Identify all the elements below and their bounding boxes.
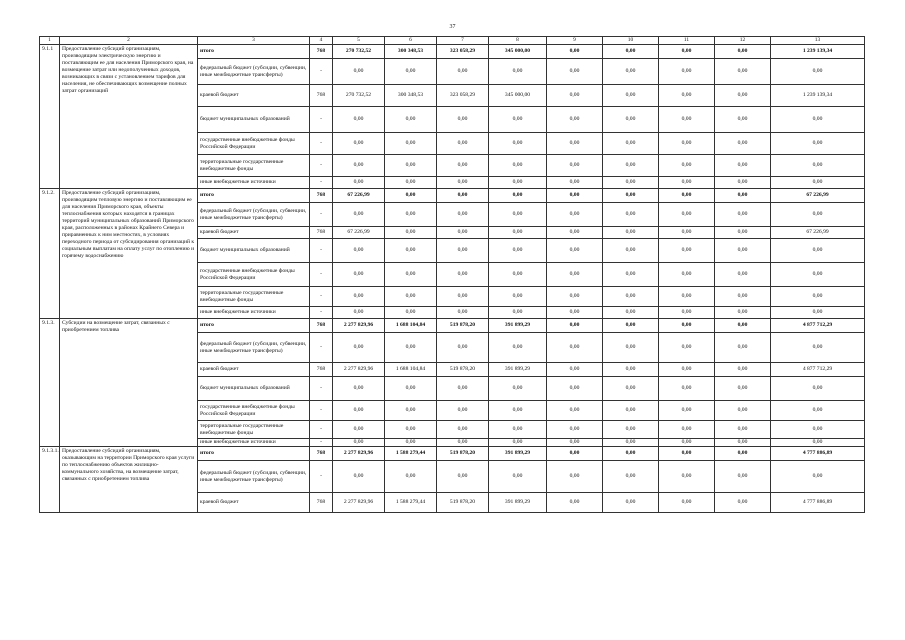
amount-cell: 0,00 — [333, 155, 385, 177]
amount-cell: 0,00 — [385, 189, 437, 203]
header-cell: 2 — [60, 37, 198, 45]
amount-cell: 0,00 — [715, 333, 771, 363]
amount-cell: 2 277 829,96 — [333, 319, 385, 333]
funding-source: итого — [198, 189, 310, 203]
amount-cell: 0,00 — [437, 177, 489, 189]
amount-cell: 0,00 — [333, 263, 385, 287]
funding-source: государственные внебюджетные фонды Российской Федерации — [198, 133, 310, 155]
amount-cell: 0,00 — [385, 203, 437, 227]
amount-cell: 0,00 — [333, 401, 385, 421]
amount-cell: 0,00 — [715, 177, 771, 189]
grbs-code: - — [310, 177, 333, 189]
amount-cell: 0,00 — [437, 107, 489, 133]
amount-cell: 0,00 — [659, 363, 715, 377]
amount-cell: 0,00 — [489, 155, 547, 177]
amount-cell: 0,00 — [659, 333, 715, 363]
amount-cell: 0,00 — [715, 363, 771, 377]
amount-cell: 0,00 — [333, 439, 385, 447]
amount-cell: 270 732,52 — [333, 45, 385, 59]
header-cell: 3 — [198, 37, 310, 45]
amount-cell: 0,00 — [771, 287, 865, 307]
amount-cell: 0,00 — [659, 239, 715, 263]
amount-cell: 0,00 — [385, 401, 437, 421]
amount-cell: 0,00 — [547, 155, 603, 177]
funding-source: государственные внебюджетные фонды Российской Федерации — [198, 263, 310, 287]
amount-cell: 0,00 — [659, 493, 715, 513]
amount-cell: 0,00 — [715, 239, 771, 263]
amount-cell: 0,00 — [659, 85, 715, 107]
amount-cell: 0,00 — [771, 133, 865, 155]
amount-cell: 0,00 — [603, 263, 659, 287]
grbs-code: - — [310, 263, 333, 287]
amount-cell: 0,00 — [715, 203, 771, 227]
amount-cell: 0,00 — [437, 421, 489, 439]
amount-cell: 0,00 — [659, 287, 715, 307]
amount-cell: 0,00 — [333, 333, 385, 363]
amount-cell: 0,00 — [771, 461, 865, 493]
amount-cell: 0,00 — [333, 107, 385, 133]
amount-cell: 0,00 — [437, 377, 489, 401]
amount-cell: 345 000,00 — [489, 45, 547, 59]
amount-cell: 0,00 — [715, 107, 771, 133]
amount-cell: 0,00 — [715, 85, 771, 107]
amount-cell: 0,00 — [437, 307, 489, 319]
table-row — [40, 447, 865, 461]
amount-cell: 0,00 — [603, 287, 659, 307]
amount-cell: 0,00 — [547, 239, 603, 263]
row-code: 9.1.3. — [40, 319, 60, 447]
amount-cell: 0,00 — [385, 59, 437, 85]
amount-cell: 300 348,53 — [385, 45, 437, 59]
amount-cell: 391 899,29 — [489, 363, 547, 377]
amount-cell: 0,00 — [547, 85, 603, 107]
amount-cell: 0,00 — [489, 263, 547, 287]
amount-cell: 0,00 — [771, 203, 865, 227]
amount-cell: 0,00 — [659, 319, 715, 333]
amount-cell: 0,00 — [771, 307, 865, 319]
row-code: 9.1.3.1. — [40, 447, 60, 513]
amount-cell: 0,00 — [547, 59, 603, 85]
header-cell: 1 — [40, 37, 60, 45]
amount-cell: 0,00 — [333, 461, 385, 493]
row-code: 9.1.1 — [40, 45, 60, 189]
amount-cell: 0,00 — [489, 239, 547, 263]
header-cell: 5 — [333, 37, 385, 45]
amount-cell: 0,00 — [489, 203, 547, 227]
amount-cell: 391 899,29 — [489, 493, 547, 513]
amount-cell: 0,00 — [659, 45, 715, 59]
amount-cell: 4 877 712,29 — [771, 363, 865, 377]
amount-cell: 0,00 — [715, 439, 771, 447]
grbs-code: 768 — [310, 227, 333, 239]
amount-cell: 519 878,20 — [437, 493, 489, 513]
amount-cell: 0,00 — [385, 155, 437, 177]
amount-cell: 0,00 — [437, 333, 489, 363]
grbs-code: - — [310, 377, 333, 401]
amount-cell: 0,00 — [385, 107, 437, 133]
amount-cell: 0,00 — [659, 155, 715, 177]
amount-cell: 0,00 — [547, 133, 603, 155]
amount-cell: 0,00 — [659, 421, 715, 439]
amount-cell: 0,00 — [437, 287, 489, 307]
amount-cell: 0,00 — [547, 189, 603, 203]
amount-cell: 0,00 — [333, 177, 385, 189]
funding-source: бюджет муниципальных образований — [198, 239, 310, 263]
amount-cell: 0,00 — [715, 447, 771, 461]
amount-cell: 0,00 — [385, 307, 437, 319]
funding-source: иные внебюджетные источники — [198, 307, 310, 319]
amount-cell: 519 878,20 — [437, 363, 489, 377]
measure-name: Предоставление субсидий организациям, производящим электрическую энергию и поставляющим ее для населения Приморского края, на возмещение затрат или недополученных доходов, возникающих в связи с установлением тарифов для населения, не обеспечивающих возмещение полных затрат организаций — [60, 45, 198, 189]
amount-cell: 0,00 — [547, 319, 603, 333]
amount-cell: 0,00 — [547, 263, 603, 287]
amount-cell: 0,00 — [333, 307, 385, 319]
amount-cell: 323 058,29 — [437, 45, 489, 59]
funding-source: иные внебюджетные источники — [198, 177, 310, 189]
amount-cell: 0,00 — [437, 227, 489, 239]
amount-cell: 0,00 — [437, 239, 489, 263]
amount-cell: 345 000,00 — [489, 85, 547, 107]
amount-cell: 0,00 — [603, 363, 659, 377]
amount-cell: 0,00 — [603, 189, 659, 203]
amount-cell: 0,00 — [385, 239, 437, 263]
amount-cell: 0,00 — [603, 377, 659, 401]
amount-cell: 0,00 — [715, 307, 771, 319]
grbs-code: - — [310, 439, 333, 447]
amount-cell: 323 058,29 — [437, 85, 489, 107]
grbs-code: - — [310, 239, 333, 263]
funding-source: иные внебюджетные источники — [198, 439, 310, 447]
grbs-code: 768 — [310, 85, 333, 107]
amount-cell: 0,00 — [385, 287, 437, 307]
amount-cell: 0,00 — [547, 447, 603, 461]
header-cell: 12 — [715, 37, 771, 45]
amount-cell: 0,00 — [437, 461, 489, 493]
funding-source: итого — [198, 45, 310, 59]
amount-cell: 0,00 — [547, 203, 603, 227]
amount-cell: 0,00 — [333, 133, 385, 155]
amount-cell: 0,00 — [437, 401, 489, 421]
amount-cell: 0,00 — [547, 461, 603, 493]
amount-cell: 0,00 — [771, 439, 865, 447]
grbs-code: - — [310, 133, 333, 155]
amount-cell: 0,00 — [603, 461, 659, 493]
amount-cell: 0,00 — [771, 239, 865, 263]
amount-cell: 4 877 712,29 — [771, 319, 865, 333]
header-cell: 6 — [385, 37, 437, 45]
amount-cell: 0,00 — [603, 401, 659, 421]
amount-cell: 0,00 — [547, 333, 603, 363]
amount-cell: 0,00 — [715, 45, 771, 59]
amount-cell: 0,00 — [333, 203, 385, 227]
amount-cell: 0,00 — [385, 133, 437, 155]
header-cell: 11 — [659, 37, 715, 45]
amount-cell: 519 878,20 — [437, 319, 489, 333]
budget-table — [39, 36, 865, 513]
amount-cell: 0,00 — [547, 45, 603, 59]
amount-cell: 1 688 104,84 — [385, 363, 437, 377]
amount-cell: 4 777 886,89 — [771, 493, 865, 513]
table-row — [40, 319, 865, 333]
funding-source: федеральный бюджет (субсидии, субвенции, иные межбюджетные трансферты) — [198, 203, 310, 227]
amount-cell: 0,00 — [547, 287, 603, 307]
amount-cell: 0,00 — [771, 177, 865, 189]
amount-cell: 0,00 — [603, 421, 659, 439]
funding-source: итого — [198, 447, 310, 461]
grbs-code: 768 — [310, 45, 333, 59]
header-cell: 9 — [547, 37, 603, 45]
amount-cell: 0,00 — [659, 59, 715, 85]
amount-cell: 1 588 279,44 — [385, 447, 437, 461]
amount-cell: 0,00 — [437, 439, 489, 447]
amount-cell: 0,00 — [489, 307, 547, 319]
amount-cell: 270 732,52 — [333, 85, 385, 107]
amount-cell: 1 688 104,84 — [385, 319, 437, 333]
funding-source: федеральный бюджет (субсидии, субвенции, иные межбюджетные трансферты) — [198, 59, 310, 85]
amount-cell: 0,00 — [771, 377, 865, 401]
amount-cell: 2 277 829,96 — [333, 363, 385, 377]
amount-cell: 0,00 — [385, 421, 437, 439]
amount-cell: 0,00 — [489, 377, 547, 401]
header-row — [40, 37, 865, 45]
funding-source: итого — [198, 319, 310, 333]
amount-cell: 0,00 — [333, 377, 385, 401]
table-body — [40, 37, 865, 513]
amount-cell: 0,00 — [715, 263, 771, 287]
amount-cell: 0,00 — [715, 421, 771, 439]
funding-source: федеральный бюджет (субсидии, субвенции, иные межбюджетные трансферты) — [198, 333, 310, 363]
grbs-code: - — [310, 421, 333, 439]
grbs-code: - — [310, 59, 333, 85]
amount-cell: 0,00 — [715, 287, 771, 307]
amount-cell: 0,00 — [771, 421, 865, 439]
amount-cell: 0,00 — [547, 307, 603, 319]
amount-cell: 0,00 — [771, 263, 865, 287]
amount-cell: 0,00 — [489, 461, 547, 493]
amount-cell: 0,00 — [659, 401, 715, 421]
amount-cell: 0,00 — [603, 85, 659, 107]
amount-cell: 0,00 — [489, 421, 547, 439]
amount-cell: 0,00 — [715, 155, 771, 177]
amount-cell: 0,00 — [547, 107, 603, 133]
amount-cell: 0,00 — [603, 203, 659, 227]
funding-source: бюджет муниципальных образований — [198, 377, 310, 401]
funding-source: краевой бюджет — [198, 227, 310, 239]
amount-cell: 0,00 — [659, 177, 715, 189]
amount-cell: 0,00 — [603, 307, 659, 319]
header-cell: 8 — [489, 37, 547, 45]
grbs-code: - — [310, 155, 333, 177]
amount-cell: 519 878,20 — [437, 447, 489, 461]
amount-cell: 0,00 — [603, 439, 659, 447]
amount-cell: 0,00 — [715, 461, 771, 493]
amount-cell: 1 239 139,34 — [771, 85, 865, 107]
grbs-code: - — [310, 287, 333, 307]
amount-cell: 0,00 — [437, 59, 489, 85]
amount-cell: 0,00 — [385, 263, 437, 287]
amount-cell: 0,00 — [603, 447, 659, 461]
grbs-code: - — [310, 107, 333, 133]
amount-cell: 300 348,53 — [385, 85, 437, 107]
amount-cell: 0,00 — [771, 107, 865, 133]
amount-cell: 0,00 — [603, 59, 659, 85]
amount-cell: 0,00 — [659, 263, 715, 287]
amount-cell: 0,00 — [437, 189, 489, 203]
amount-cell: 0,00 — [659, 203, 715, 227]
amount-cell: 0,00 — [603, 493, 659, 513]
amount-cell: 0,00 — [547, 401, 603, 421]
amount-cell: 0,00 — [437, 263, 489, 287]
amount-cell: 0,00 — [603, 227, 659, 239]
header-cell: 7 — [437, 37, 489, 45]
amount-cell: 0,00 — [489, 227, 547, 239]
amount-cell: 0,00 — [659, 133, 715, 155]
amount-cell: 0,00 — [715, 377, 771, 401]
amount-cell: 391 899,29 — [489, 319, 547, 333]
amount-cell: 0,00 — [659, 377, 715, 401]
amount-cell: 0,00 — [715, 227, 771, 239]
header-cell: 10 — [603, 37, 659, 45]
amount-cell: 0,00 — [547, 177, 603, 189]
amount-cell: 1 588 279,44 — [385, 493, 437, 513]
amount-cell: 0,00 — [771, 333, 865, 363]
amount-cell: 0,00 — [603, 107, 659, 133]
amount-cell: 0,00 — [385, 333, 437, 363]
amount-cell: 67 226,99 — [771, 227, 865, 239]
amount-cell: 0,00 — [437, 203, 489, 227]
amount-cell: 0,00 — [547, 363, 603, 377]
amount-cell: 0,00 — [715, 319, 771, 333]
amount-cell: 0,00 — [547, 493, 603, 513]
amount-cell: 0,00 — [659, 461, 715, 493]
amount-cell: 391 899,29 — [489, 447, 547, 461]
grbs-code: - — [310, 461, 333, 493]
amount-cell: 0,00 — [659, 189, 715, 203]
amount-cell: 0,00 — [715, 133, 771, 155]
funding-source: территориальные государственные внебюджетные фонды — [198, 155, 310, 177]
funding-source: краевой бюджет — [198, 493, 310, 513]
table-row — [40, 45, 865, 59]
funding-source: краевой бюджет — [198, 363, 310, 377]
amount-cell: 0,00 — [603, 45, 659, 59]
amount-cell: 0,00 — [771, 401, 865, 421]
measure-name: Предоставление субсидий организациям, оказывающим на территории Приморского края услуги по теплоснабжению объектов жилищно-коммунального хозяйства, на возмещение затрат, связанных с приобретением топлива — [60, 447, 198, 513]
amount-cell: 0,00 — [333, 239, 385, 263]
amount-cell: 0,00 — [489, 401, 547, 421]
amount-cell: 0,00 — [659, 107, 715, 133]
amount-cell: 2 277 829,96 — [333, 493, 385, 513]
grbs-code: 768 — [310, 319, 333, 333]
amount-cell: 0,00 — [489, 59, 547, 85]
grbs-code: - — [310, 401, 333, 421]
amount-cell: 0,00 — [547, 377, 603, 401]
page-number: 37 — [449, 24, 456, 30]
grbs-code: 768 — [310, 447, 333, 461]
amount-cell: 67 226,99 — [333, 189, 385, 203]
amount-cell: 0,00 — [603, 155, 659, 177]
amount-cell: 0,00 — [715, 401, 771, 421]
amount-cell: 0,00 — [603, 239, 659, 263]
funding-source: территориальные государственные внебюджетные фонды — [198, 421, 310, 439]
amount-cell: 0,00 — [547, 227, 603, 239]
header-cell: 13 — [771, 37, 865, 45]
funding-source: федеральный бюджет (субсидии, субвенции, иные межбюджетные трансферты) — [198, 461, 310, 493]
amount-cell: 4 777 886,89 — [771, 447, 865, 461]
table-row — [40, 189, 865, 203]
measure-name: Предоставление субсидий организациям, производящим тепловую энергию и поставляющим ее для населения Приморского края, объекты теплоснабжения которых находятся в границах территорий муниципальных образований Приморского края, расположенных в районах Крайнего Севера и приравненных к ним местностях, в условиях переходного периода от субсидирования организаций к социальным выплатам на оплату услуг по отоплению и горячему водоснабжению — [60, 189, 198, 319]
funding-source: государственные внебюджетные фонды Российской Федерации — [198, 401, 310, 421]
amount-cell: 0,00 — [547, 421, 603, 439]
amount-cell: 0,00 — [489, 439, 547, 447]
funding-source: территориальные государственные внебюджетные фонды — [198, 287, 310, 307]
amount-cell: 0,00 — [333, 287, 385, 307]
amount-cell: 0,00 — [771, 155, 865, 177]
measure-name: Субсидии на возмещение затрат, связанных с приобретением топлива — [60, 319, 198, 447]
amount-cell: 67 226,99 — [333, 227, 385, 239]
amount-cell: 0,00 — [603, 177, 659, 189]
amount-cell: 0,00 — [333, 421, 385, 439]
amount-cell: 0,00 — [333, 59, 385, 85]
amount-cell: 0,00 — [489, 287, 547, 307]
amount-cell: 0,00 — [715, 189, 771, 203]
grbs-code: - — [310, 203, 333, 227]
amount-cell: 0,00 — [603, 133, 659, 155]
grbs-code: - — [310, 307, 333, 319]
grbs-code: 768 — [310, 363, 333, 377]
amount-cell: 0,00 — [715, 59, 771, 85]
amount-cell: 0,00 — [547, 439, 603, 447]
amount-cell: 0,00 — [489, 177, 547, 189]
grbs-code: - — [310, 333, 333, 363]
amount-cell: 0,00 — [437, 155, 489, 177]
amount-cell: 0,00 — [385, 227, 437, 239]
amount-cell: 0,00 — [771, 59, 865, 85]
amount-cell: 67 226,99 — [771, 189, 865, 203]
amount-cell: 0,00 — [659, 439, 715, 447]
amount-cell: 0,00 — [489, 189, 547, 203]
grbs-code: 768 — [310, 493, 333, 513]
funding-source: краевой бюджет — [198, 85, 310, 107]
amount-cell: 0,00 — [385, 177, 437, 189]
amount-cell: 0,00 — [659, 227, 715, 239]
row-code: 9.1.2. — [40, 189, 60, 319]
grbs-code: 768 — [310, 189, 333, 203]
amount-cell: 0,00 — [437, 133, 489, 155]
amount-cell: 0,00 — [489, 333, 547, 363]
amount-cell: 0,00 — [489, 107, 547, 133]
amount-cell: 0,00 — [603, 319, 659, 333]
amount-cell: 0,00 — [385, 377, 437, 401]
amount-cell: 0,00 — [715, 493, 771, 513]
amount-cell: 0,00 — [659, 447, 715, 461]
amount-cell: 2 277 829,96 — [333, 447, 385, 461]
funding-source: бюджет муниципальных образований — [198, 107, 310, 133]
amount-cell: 0,00 — [385, 439, 437, 447]
amount-cell: 0,00 — [603, 333, 659, 363]
amount-cell: 0,00 — [659, 307, 715, 319]
amount-cell: 0,00 — [385, 461, 437, 493]
amount-cell: 0,00 — [489, 133, 547, 155]
header-cell: 4 — [310, 37, 333, 45]
amount-cell: 1 239 139,34 — [771, 45, 865, 59]
